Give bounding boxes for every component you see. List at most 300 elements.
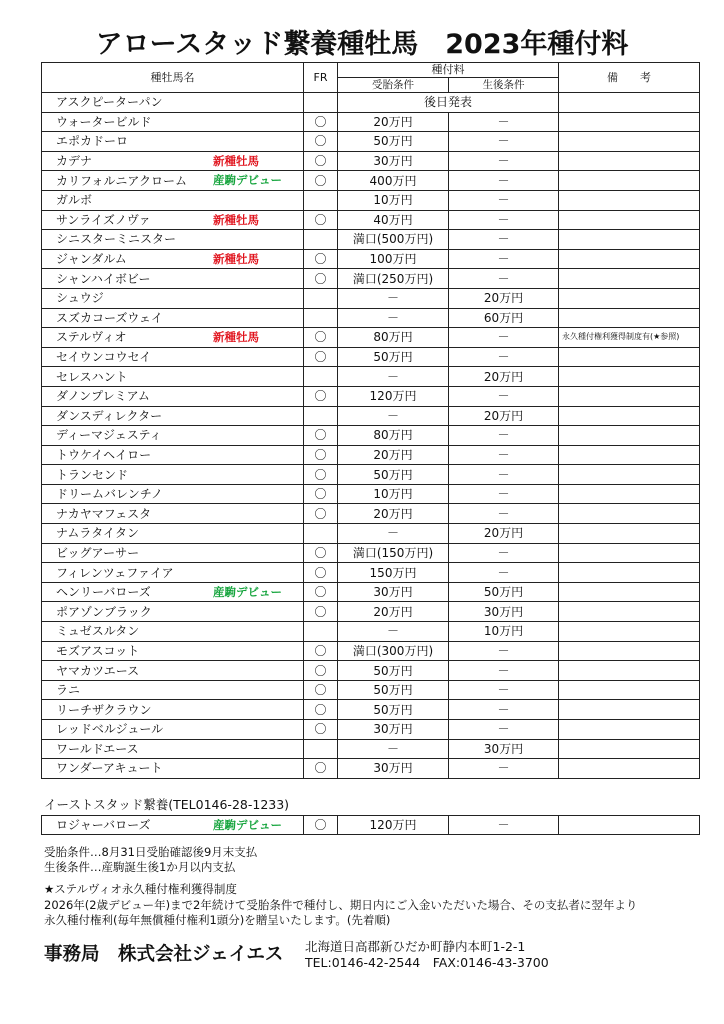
table-row: [42, 504, 700, 524]
first-crop-debut-badge: 産駒デビュー: [213, 818, 282, 832]
table-row: [42, 641, 700, 661]
fr-cell: [304, 308, 338, 328]
new-stallion-badge: 新種牡馬: [213, 153, 259, 168]
fee-pregnancy-cell: 20万円: [338, 602, 449, 622]
stallion-name: ワンダーアキュート: [56, 761, 163, 776]
fr-cell: [304, 524, 338, 544]
stallion-name-cell: [42, 171, 304, 191]
stallion-name: アスクピーターパン: [56, 95, 163, 110]
fee-pregnancy-cell: 20万円: [338, 112, 449, 132]
table-row: [42, 661, 700, 681]
table-row: [42, 151, 700, 171]
condition-pregnancy: 受胎条件…8月31日受胎確認後9月末支払: [44, 845, 258, 859]
fee-birth-cell: －: [449, 151, 559, 171]
stallion-name-cell: [42, 151, 304, 171]
payment-conditions: [44, 845, 257, 875]
stallion-name: セレスハント: [56, 369, 128, 384]
note-cell: [559, 484, 700, 504]
note-cell: [559, 426, 700, 446]
note-cell: [559, 308, 700, 328]
header-cond-pregnancy: 受胎条件: [338, 78, 449, 93]
fee-pregnancy-cell: 30万円: [338, 759, 449, 779]
header-note: 備 考: [559, 63, 700, 93]
fee-pregnancy-cell: 満口(250万円): [338, 269, 449, 289]
stallion-name-cell: [42, 641, 304, 661]
table-row: [42, 288, 700, 308]
note-cell: [559, 504, 700, 524]
stallion-name: ワールドエース: [56, 741, 139, 756]
fee-birth-cell: －: [449, 171, 559, 191]
note-cell: [559, 367, 700, 387]
office-address-block: [305, 939, 549, 971]
note-cell: [559, 406, 700, 426]
fee-pregnancy-cell: 10万円: [338, 484, 449, 504]
header-fr: FR: [304, 63, 338, 93]
fr-circle-mark: 〇: [314, 722, 327, 737]
fee-birth-cell: －: [449, 386, 559, 406]
stallion-name: カデナ: [56, 154, 93, 169]
fr-cell: [304, 543, 338, 563]
table-row: [42, 386, 700, 406]
fee-pregnancy-cell: 50万円: [338, 661, 449, 681]
fr-cell: [304, 347, 338, 367]
fee-birth-cell: －: [449, 269, 559, 289]
fee-birth-cell: －: [449, 328, 559, 348]
table-row: [42, 406, 700, 426]
east-stud-table: [41, 815, 700, 835]
note-cell: [559, 465, 700, 485]
note-cell: 永久種付権利獲得制度有(★参照): [559, 328, 700, 348]
stallion-name: ダノンプレミアム: [56, 389, 150, 404]
fee-pregnancy-cell: 20万円: [338, 445, 449, 465]
fr-cell: [304, 210, 338, 230]
fee-announcement-cell: 後日発表: [338, 93, 559, 113]
fr-cell: [304, 445, 338, 465]
fee-birth-cell: 30万円: [449, 739, 559, 759]
note-cell: [559, 269, 700, 289]
note-cell: [559, 543, 700, 563]
fr-cell: [304, 288, 338, 308]
fr-cell: [304, 484, 338, 504]
stallion-name-cell: [42, 602, 304, 622]
note-cell: [559, 151, 700, 171]
fee-birth-cell: －: [449, 700, 559, 720]
stallion-name-cell: [42, 622, 304, 642]
fr-circle-mark: 〇: [314, 134, 327, 149]
stallion-name: セイウンコウセイ: [56, 350, 152, 365]
page-title: アロースタッド繋養種牡馬 2023年種付料: [95, 29, 629, 60]
first-crop-debut-badge: 産駒デビュー: [213, 173, 282, 188]
table-row: [42, 543, 700, 563]
stallion-name-cell: [42, 739, 304, 759]
office-name: 事務局 株式会社ジェイエス: [44, 944, 284, 965]
header-stallion-name: 種牡馬名: [42, 63, 304, 93]
stallion-name: レッドベルジュール: [56, 722, 164, 737]
fee-birth-cell: －: [449, 426, 559, 446]
stallion-name: ラニ: [56, 683, 81, 698]
fee-birth-cell: 50万円: [449, 582, 559, 602]
fr-circle-mark: 〇: [314, 702, 327, 717]
table-row: [42, 602, 700, 622]
fr-circle-mark: 〇: [314, 330, 327, 345]
east-stud-label: イーストスタッド繋養(TEL0146-28-1233): [44, 797, 290, 812]
stallion-name-cell: [42, 93, 304, 113]
fee-birth-cell: －: [449, 759, 559, 779]
fr-cell: [304, 641, 338, 661]
table-row: [42, 563, 700, 583]
table-row: [42, 720, 700, 740]
table-row: [42, 680, 700, 700]
stallion-name-cell: [42, 367, 304, 387]
fee-pregnancy-cell: 80万円: [338, 426, 449, 446]
stallion-name: サンライズノヴァ: [56, 212, 151, 227]
fr-cell: [304, 93, 338, 113]
fr-cell: [304, 406, 338, 426]
fr-cell: [304, 700, 338, 720]
note-cell: [559, 602, 700, 622]
stallion-name-cell: [42, 288, 304, 308]
fr-circle-mark: 〇: [314, 350, 327, 365]
stallion-name-cell: [42, 112, 304, 132]
fr-cell: [304, 367, 338, 387]
stallion-name-cell: [42, 700, 304, 720]
note-cell: [559, 582, 700, 602]
fee-pregnancy-cell: 30万円: [338, 582, 449, 602]
stallion-name-cell: [42, 445, 304, 465]
note-cell: [559, 288, 700, 308]
stallion-name: ダンスディレクター: [56, 408, 163, 423]
note-cell: [559, 641, 700, 661]
fr-cell: [304, 563, 338, 583]
stallion-name-cell: [42, 230, 304, 250]
fr-cell: [304, 269, 338, 289]
fee-pregnancy-cell: 50万円: [338, 347, 449, 367]
fee-pregnancy-cell: －: [338, 524, 449, 544]
new-stallion-badge: 新種牡馬: [213, 251, 259, 266]
note-cell: [559, 445, 700, 465]
fr-cell: [304, 816, 338, 835]
stallion-name-cell: [42, 328, 304, 348]
stallion-name-cell: [42, 465, 304, 485]
fee-birth-cell: －: [449, 504, 559, 524]
fee-birth-cell: －: [449, 720, 559, 740]
fr-circle-mark: 〇: [314, 643, 327, 658]
fee-birth-cell: 30万円: [449, 602, 559, 622]
stallion-name: シュウジ: [56, 291, 104, 306]
table-row: [42, 759, 700, 779]
table-row: [42, 739, 700, 759]
stallion-name: エポカドーロ: [56, 134, 129, 149]
stallion-name-cell: [42, 524, 304, 544]
fee-pregnancy-cell: 100万円: [338, 249, 449, 269]
fr-cell: [304, 328, 338, 348]
fr-circle-mark: 〇: [314, 545, 327, 560]
fr-cell: [304, 230, 338, 250]
fr-circle-mark: 〇: [314, 154, 327, 169]
fr-cell: [304, 151, 338, 171]
fr-circle-mark: 〇: [314, 389, 327, 404]
note-cell: [559, 190, 700, 210]
table-row: [42, 230, 700, 250]
fee-birth-cell: 20万円: [449, 524, 559, 544]
fr-circle-mark: 〇: [314, 604, 327, 619]
fr-circle-mark: 〇: [314, 565, 327, 580]
fr-cell: [304, 386, 338, 406]
stallion-name: ディーマジェスティ: [56, 428, 162, 443]
fee-pregnancy-cell: 50万円: [338, 700, 449, 720]
table-row: [42, 426, 700, 446]
fee-pregnancy-cell: 30万円: [338, 720, 449, 740]
fee-pregnancy-cell: 満口(300万円): [338, 641, 449, 661]
stallion-name: ヘンリーバローズ: [56, 585, 151, 600]
fee-birth-cell: －: [449, 816, 559, 835]
stallion-name: スズカコーズウェイ: [56, 310, 163, 325]
fr-circle-mark: 〇: [314, 173, 327, 188]
stallion-name: ガルボ: [56, 193, 93, 208]
note-cell: [559, 739, 700, 759]
fee-pregnancy-cell: 10万円: [338, 190, 449, 210]
note-cell: [559, 661, 700, 681]
fee-birth-cell: －: [449, 249, 559, 269]
stallion-name-cell: [42, 680, 304, 700]
fr-circle-mark: 〇: [314, 761, 327, 776]
stallion-name-cell: [42, 269, 304, 289]
note-cell: [559, 112, 700, 132]
table-row: [42, 112, 700, 132]
stallion-name-cell: [42, 426, 304, 446]
fee-pregnancy-cell: －: [338, 739, 449, 759]
stallion-name-cell: [42, 484, 304, 504]
note-cell: [559, 171, 700, 191]
stallion-name: ステルヴィオ: [56, 330, 127, 345]
stallion-name: カリフォルニアクローム: [56, 173, 188, 188]
stallion-name-cell: [42, 132, 304, 152]
note-cell: [559, 622, 700, 642]
stallion-name-cell: [42, 406, 304, 426]
table-row: [42, 249, 700, 269]
stallion-name: ポアゾンブラック: [56, 604, 152, 619]
table-row: [42, 445, 700, 465]
fee-pregnancy-cell: －: [338, 288, 449, 308]
fee-birth-cell: －: [449, 641, 559, 661]
note-cell: [559, 720, 700, 740]
fee-birth-cell: －: [449, 543, 559, 563]
fee-birth-cell: 20万円: [449, 406, 559, 426]
stallion-name: リーチザクラウン: [56, 702, 152, 717]
fr-cell: [304, 720, 338, 740]
fr-cell: [304, 582, 338, 602]
fee-pregnancy-cell: 30万円: [338, 151, 449, 171]
fee-pregnancy-cell: －: [338, 308, 449, 328]
note-cell: [559, 816, 700, 835]
stallion-name: ドリームバレンチノ: [56, 487, 163, 502]
table-row: [42, 93, 700, 113]
fr-circle-mark: 〇: [314, 467, 327, 482]
fr-circle-mark: 〇: [314, 818, 327, 832]
table-row: [42, 171, 700, 191]
fr-cell: [304, 504, 338, 524]
fee-pregnancy-cell: 50万円: [338, 680, 449, 700]
new-stallion-badge: 新種牡馬: [213, 330, 259, 345]
stallion-name: ロジャーバローズ: [56, 818, 151, 832]
stallion-name: トランセンド: [56, 467, 129, 482]
note-cell: [559, 524, 700, 544]
fee-pregnancy-cell: －: [338, 406, 449, 426]
stud-fee-table: [41, 62, 700, 779]
fee-birth-cell: －: [449, 661, 559, 681]
note-cell: [559, 759, 700, 779]
note-cell: [559, 347, 700, 367]
stallion-name: ナムラタイタン: [56, 526, 140, 541]
fr-cell: [304, 465, 338, 485]
fee-pregnancy-cell: 20万円: [338, 504, 449, 524]
stallion-name: ミュゼスルタン: [56, 624, 140, 639]
system-line-2: 永久種付権利(毎年無償種付権利1頭分)を贈呈いたします。(先着順): [44, 913, 391, 927]
fee-birth-cell: －: [449, 347, 559, 367]
fee-pregnancy-cell: 120万円: [338, 816, 449, 835]
fee-birth-cell: －: [449, 484, 559, 504]
stallion-name: ヤマカツエース: [56, 663, 140, 678]
table-row: [42, 524, 700, 544]
table-row: [42, 582, 700, 602]
fr-cell: [304, 426, 338, 446]
stallion-name-cell: [42, 386, 304, 406]
fee-pregnancy-cell: －: [338, 367, 449, 387]
new-stallion-badge: 新種牡馬: [213, 212, 259, 227]
fr-cell: [304, 661, 338, 681]
table-row: [42, 132, 700, 152]
fr-cell: [304, 190, 338, 210]
table-row: [42, 269, 700, 289]
stallion-name: モズアスコット: [56, 643, 140, 658]
first-crop-debut-badge: 産駒デビュー: [213, 584, 282, 599]
fee-birth-cell: －: [449, 680, 559, 700]
stallion-name: ジャンダルム: [56, 252, 127, 267]
fr-cell: [304, 739, 338, 759]
table-row: [42, 367, 700, 387]
note-cell: [559, 132, 700, 152]
stelvio-permanent-rights-section: [44, 882, 637, 929]
fr-cell: [304, 680, 338, 700]
table-row: [42, 190, 700, 210]
fee-birth-cell: －: [449, 563, 559, 583]
stallion-name: シャンハイボビー: [56, 271, 151, 286]
fr-cell: [304, 602, 338, 622]
office-address: 北海道日高郡新ひだか町静内本町1-2-1: [305, 939, 526, 954]
table-row: [42, 210, 700, 230]
fee-birth-cell: －: [449, 112, 559, 132]
fee-pregnancy-cell: 50万円: [338, 465, 449, 485]
stallion-name: ナカヤマフェスタ: [56, 506, 152, 521]
system-line-1: 2026年(2歳デビュー年)まで2年続けて受胎条件で種付し、期日内にご入金いただいた場合、その支払者に翌年より: [44, 897, 638, 912]
fee-birth-cell: －: [449, 210, 559, 230]
stallion-name-cell: [42, 759, 304, 779]
stallion-name-cell: [42, 504, 304, 524]
stallion-name-cell: [42, 308, 304, 328]
table-row: [42, 484, 700, 504]
stallion-name: シニスターミニスター: [56, 232, 177, 247]
note-cell: [559, 249, 700, 269]
fee-birth-cell: 20万円: [449, 367, 559, 387]
fr-circle-mark: 〇: [314, 683, 327, 698]
fee-birth-cell: 10万円: [449, 622, 559, 642]
fee-pregnancy-cell: －: [338, 622, 449, 642]
stallion-name-cell: [42, 249, 304, 269]
table-row: [42, 328, 700, 348]
fee-pregnancy-cell: 80万円: [338, 328, 449, 348]
fr-cell: [304, 249, 338, 269]
note-cell: [559, 93, 700, 113]
stallion-name: フィレンツェファイア: [56, 565, 174, 580]
fr-cell: [304, 171, 338, 191]
note-cell: [559, 700, 700, 720]
fee-birth-cell: －: [449, 465, 559, 485]
table-row: [42, 700, 700, 720]
fee-pregnancy-cell: 120万円: [338, 386, 449, 406]
condition-birth: 生後条件…産駒誕生後1か月以内支払: [44, 860, 236, 874]
stallion-name-cell: [42, 720, 304, 740]
note-cell: [559, 680, 700, 700]
note-cell: [559, 230, 700, 250]
table-row: [42, 816, 700, 835]
stallion-name-cell: [42, 543, 304, 563]
fr-circle-mark: 〇: [314, 487, 327, 502]
stallion-name: ウォータービルド: [56, 114, 152, 129]
fee-birth-cell: －: [449, 190, 559, 210]
fee-pregnancy-cell: 満口(500万円): [338, 230, 449, 250]
fee-pregnancy-cell: 満口(150万円): [338, 543, 449, 563]
note-cell: [559, 386, 700, 406]
header-cond-birth: 生後条件: [449, 78, 559, 93]
stallion-name-cell: [42, 661, 304, 681]
stallion-name-cell: [42, 582, 304, 602]
stallion-name: トウケイヘイロー: [56, 447, 152, 462]
fr-cell: [304, 112, 338, 132]
fee-pregnancy-cell: 400万円: [338, 171, 449, 191]
table-row: [42, 308, 700, 328]
fr-circle-mark: 〇: [314, 114, 327, 129]
fr-circle-mark: 〇: [314, 428, 327, 443]
fr-cell: [304, 622, 338, 642]
office-contact: TEL:0146-42-2544 FAX:0146-43-3700: [305, 955, 549, 970]
stallion-name-cell: [42, 190, 304, 210]
fr-circle-mark: 〇: [314, 663, 327, 678]
table-row: [42, 347, 700, 367]
fee-birth-cell: －: [449, 230, 559, 250]
fee-pregnancy-cell: 150万円: [338, 563, 449, 583]
table-row: [42, 622, 700, 642]
note-cell: [559, 563, 700, 583]
fr-cell: [304, 132, 338, 152]
fee-birth-cell: －: [449, 132, 559, 152]
fr-circle-mark: 〇: [314, 252, 327, 267]
note-cell: [559, 210, 700, 230]
fee-pregnancy-cell: 40万円: [338, 210, 449, 230]
stallion-name-cell: [42, 347, 304, 367]
stallion-name: ビッグアーサー: [56, 545, 140, 560]
stallion-name-cell: [42, 210, 304, 230]
fr-cell: [304, 759, 338, 779]
fr-circle-mark: 〇: [314, 271, 327, 286]
header-fee: 種付料: [338, 63, 559, 78]
stallion-name-cell: [42, 816, 304, 835]
fr-circle-mark: 〇: [314, 506, 327, 521]
fee-birth-cell: 60万円: [449, 308, 559, 328]
system-title: ★ステルヴィオ永久種付権利獲得制度: [44, 882, 237, 896]
fr-circle-mark: 〇: [314, 447, 327, 462]
fee-pregnancy-cell: 50万円: [338, 132, 449, 152]
stallion-name-cell: [42, 563, 304, 583]
